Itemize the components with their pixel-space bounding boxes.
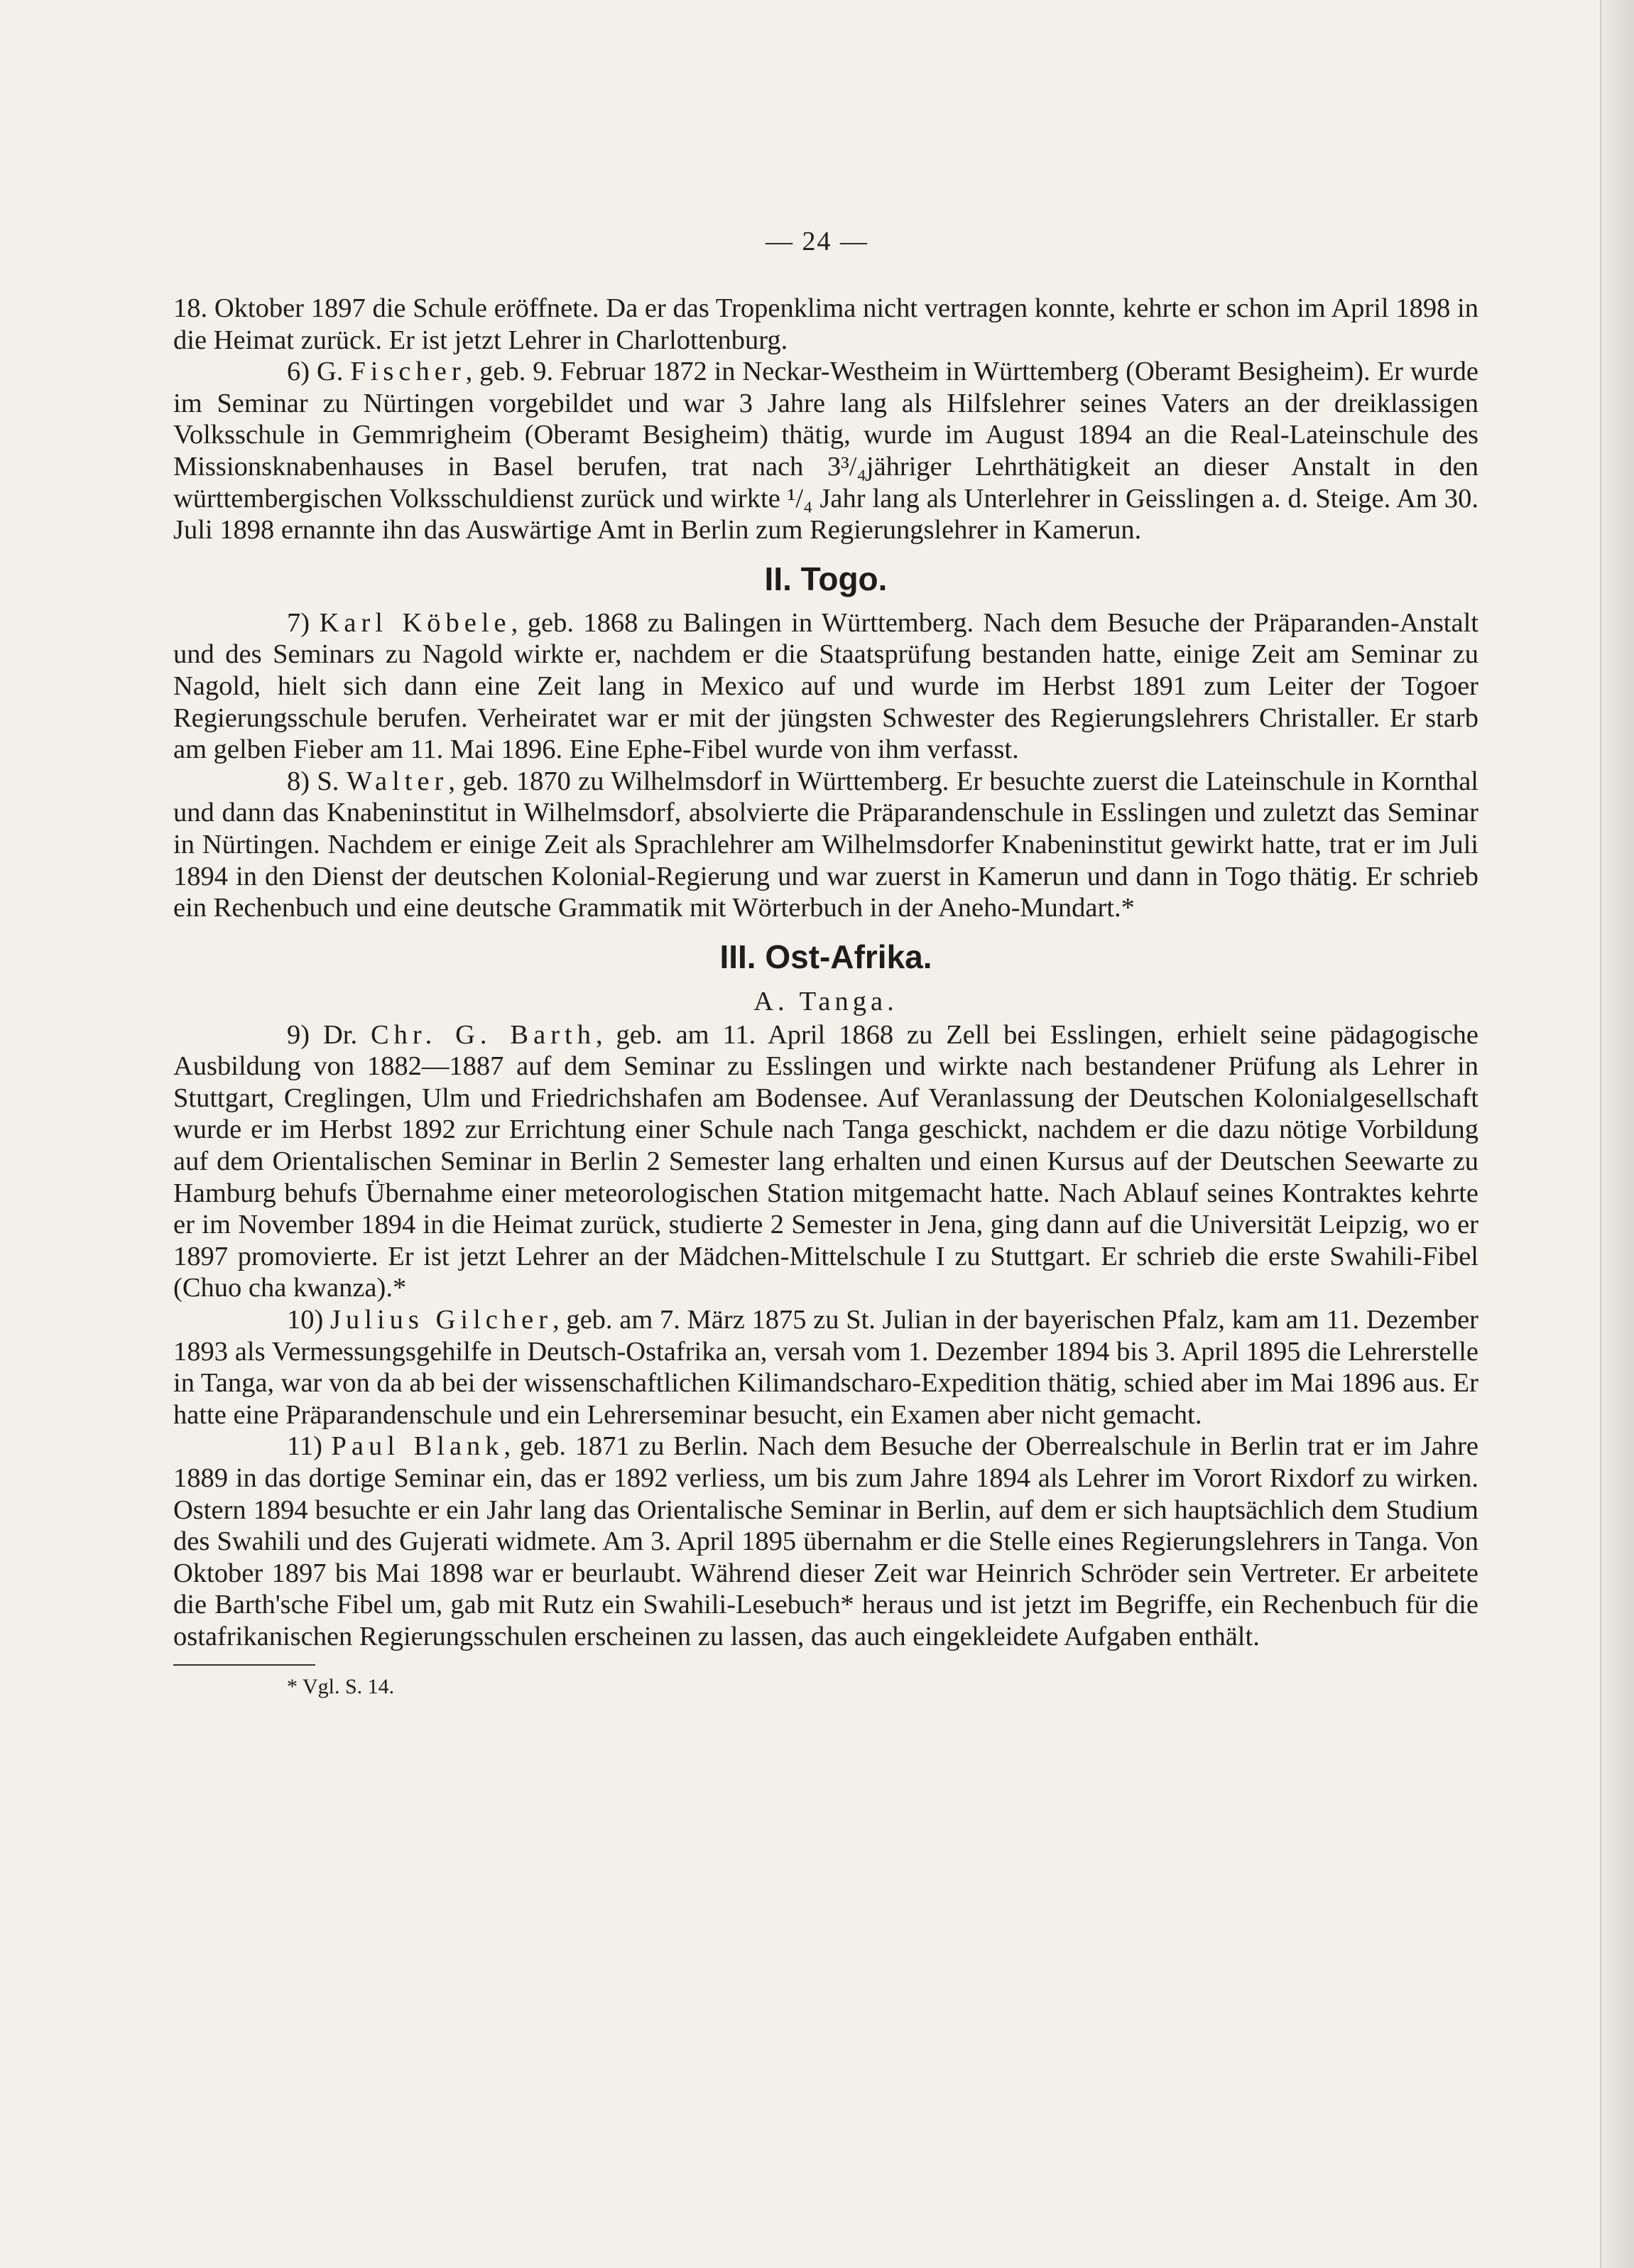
paragraph-barth — [173, 1019, 1478, 1304]
entry-number: 11) — [287, 1431, 322, 1462]
paragraph-fischer — [173, 356, 1478, 546]
section-heading-ostafrika: III. Ost-Afrika. — [719, 938, 932, 975]
paragraph-walter — [173, 766, 1478, 924]
paragraph-continuation: 18. Oktober 1897 die Schule eröffnete. Da er das Tropenklima nicht vertragen konnte, kehrte er schon im April 1898 in die Heimat zurück. Er ist jetzt Lehrer in Charlottenburg. — [173, 293, 1478, 355]
person-name: Chr. G. Barth — [370, 1019, 596, 1050]
page-number: — 24 — — [766, 227, 868, 256]
person-name: Julius Gilcher — [330, 1305, 553, 1335]
person-name: Paul Blank — [331, 1431, 504, 1462]
entry-text: , geb. 1868 zu Balingen in Württemberg. Nach dem Besuche der Präparanden-Anstalt und des Seminars zu Nagold wirkte er, nachdem er die Staatsprüfung bestanden hatte, einige Zeit am Seminar zu Nagold, hielt sich dann eine Zeit lang in Mexico auf und wurde im Herbst 1891 zum Leiter der Togoer Regierungsschule berufen. Verheiratet war er mit der jüngsten Schwester des Regierungslehrers Christaller. Er starb am gelben Fieber am 11. Mai 1896. Eine Ephe-Fibel wurde von ihm verfasst. — [173, 607, 1478, 765]
paragraph-blank — [173, 1431, 1478, 1652]
entry-text: , geb. 1870 zu Wilhelmsdorf in Württemberg. Er besuchte zuerst die Lateinschule in Kornthal und dann das Knabeninstitut in Wilhelmsdorf, absolvierte die Präparandenschule in Esslingen und zuletzt das Seminar in Nürtingen. Nachdem er einige Zeit als Sprachlehrer am Wilhelmsdorfer Knabeninstitut gewirkt hatte, trat er im Juli 1894 in den Dienst der deutschen Kolonial-Regierung und war zuerst in Kamerun und dann in Togo thätig. Er schrieb ein Rechenbuch und eine deutsche Grammatik mit Wörterbuch in der Aneho-Mundart.* — [173, 766, 1479, 923]
paragraph-gilcher — [173, 1304, 1478, 1431]
entry-text: , geb. 1871 zu Berlin. Nach dem Besuche der Oberrealschule in Berlin trat er im Jahre 1889 in das dortige Seminar ein, das er 1892 verliess, um bis zum Jahre 1894 als Lehrer im Vorort Rixdorf zu wirken. Ostern 1894 besuchte er ein Jahr lang das Orientalische Seminar in Berlin, auf dem er sich hauptsächlich dem Studium des Swahili und des Gujerati widmete. Am 3. April 1895 übernahm er die Stelle eines Regierungslehrers in Tanga. Von Oktober 1897 bis Mai 1898 war er beurlaubt. Während dieser Zeit war Heinrich Schröder sein Vertreter. Er arbeitete die Barth'sche Fibel um, gab mit Rutz ein Swahili-Lesebuch* heraus und ist jetzt im Begriffe, ein Rechenbuch für die ostafrikanischen Regierungsschulen erscheinen zu lassen, das auch eingekleidete Aufgaben enthält. — [173, 1431, 1478, 1651]
entry-text: , geb. am 7. März 1875 zu St. Julian in der bayerischen Pfalz, kam am 11. Dezember 1893 als Vermessungsgehilfe in Deutsch-Ostafrika an, versah vom 1. Dezember 1894 bis 3. April 1895 die Lehrerstelle in Tanga, war von da ab bei der wissenschaftlichen Kilimandscharo-Expedition thätig, schied aber im Mai 1896 aus. Er hatte eine Präparandenschule und ein Lehrerseminar besucht, ein Examen aber nicht gemacht. — [173, 1305, 1479, 1430]
entry-text: , geb. am 11. April 1868 zu Zell bei Esslingen, erhielt seine pädagogische Ausbildung von 1882—1887 auf dem Seminar zu Esslingen und wirkte nach bestandener Prüfung als Lehrer in Stuttgart, Creglingen, Ulm und Friedrichshafen am Bodensee. Auf Veranlassung der Deutschen Kolonialgesellschaft wurde er im Herbst 1892 zur Errichtung einer Schule nach Tanga geschickt, nachdem er die dazu nötige Vorbildung auf dem Orientalischen Seminar in Berlin 2 Semester lang erhalten und einen Kursus auf der Deutschen Seewarte zu Hamburg behufs Übernahme einer meteorologischen Station mitgemacht hatte. Nach Ablauf seines Kontraktes kehrte er im November 1894 in die Heimat zurück, studierte 2 Semester in Jena, ging dann auf die Universität Leipzig, wo er 1897 promovierte. Er ist jetzt Lehrer an der Mädchen-Mittelschule I zu Stuttgart. Er schrieb die erste Swahili-Fibel (Chuo cha kwanza).* — [173, 1019, 1479, 1303]
entry-text: , geb. 9. Februar 1872 in Neckar-Westheim in Württemberg (Oberamt Besigheim). Er wurde im Seminar zu Nürtingen vorgebildet und war 3 Jahre lang als Hilfslehrer seines Vaters an der dreiklassigen Volksschule in Gemmrigheim (Oberamt Besigheim) thätig, wurde im August 1894 an die Real-Lateinschule des Missionsknabenhauses in Basel berufen, trat nach 3³/₄jähriger Lehrthätigkeit an dieser Anstalt in den württembergischen Volksschuldienst zurück und wirkte ¹/₄ Jahr lang als Unterlehrer in Geisslingen a. d. Steige. Am 30. Juli 1898 ernannte ihn das Auswärtige Amt in Berlin zum Regierungslehrer in Kamerun. — [173, 357, 1479, 546]
paragraph-koebele — [173, 607, 1478, 766]
footnote: * Vgl. S. 14. — [287, 1674, 395, 1698]
subheading-tanga: A. Tanga. — [753, 986, 898, 1016]
person-name: Karl Köbele — [319, 607, 511, 638]
person-name: Fischer — [350, 357, 466, 387]
entry-number: 6) G. — [287, 357, 344, 387]
entry-number: 9) Dr. — [287, 1019, 358, 1050]
page-edge — [1600, 0, 1634, 2268]
body-text — [173, 293, 1478, 1701]
person-name: Walter — [346, 766, 449, 796]
entry-number: 8) S. — [287, 766, 339, 796]
section-heading-togo: II. Togo. — [764, 560, 888, 597]
entry-number: 10) — [287, 1305, 324, 1335]
entry-number: 7) — [287, 607, 310, 638]
footnote-rule — [173, 1664, 315, 1666]
